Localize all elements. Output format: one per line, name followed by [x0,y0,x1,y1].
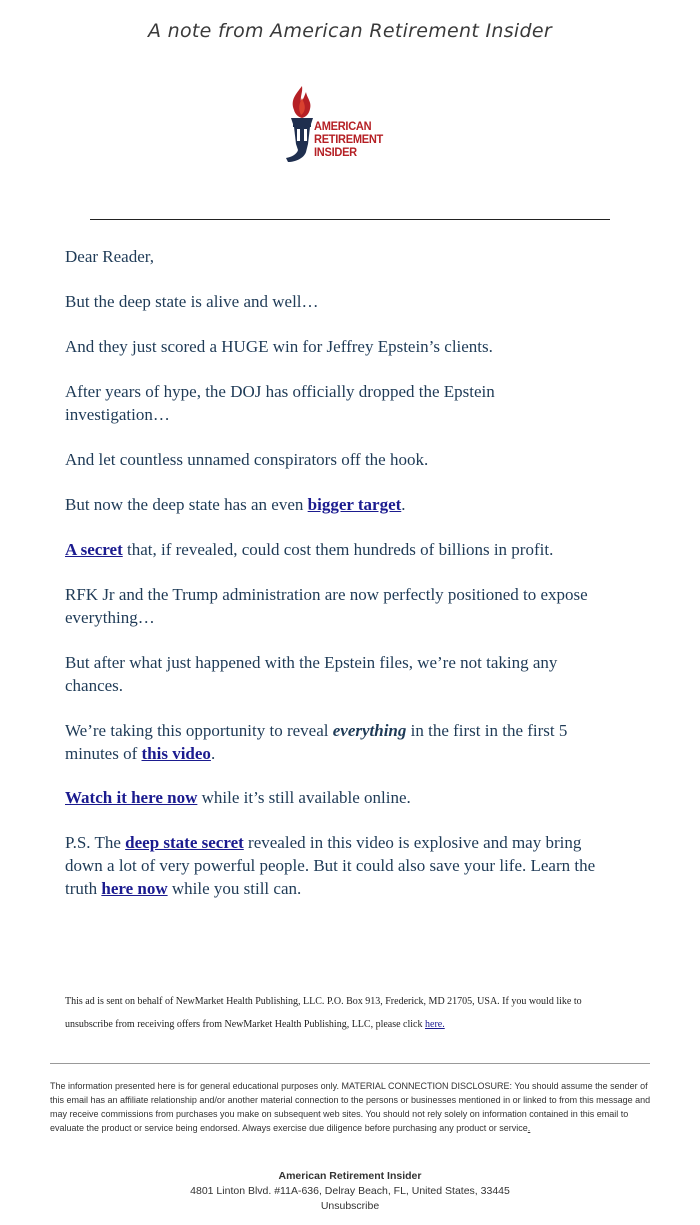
paragraph-4: And let countless unnamed conspirators off the hook. [65,450,429,469]
paragraph-7 [65,583,640,629]
header-divider [90,219,610,220]
paragraph-6 [65,538,640,561]
watch-it-here-now-link[interactable]: Watch it here now [65,788,198,807]
paragraph-2: And they just scored a HUGE win for Jeffrey Epstein’s clients. [65,337,493,356]
deep-state-secret-link[interactable]: deep state secret [125,833,244,852]
here-now-link[interactable]: here now [101,879,168,898]
paragraph-6-text: that, if revealed, could cost them hundreds of billions in profit. [122,540,554,559]
ps-line-2: down a lot of very powerful people. But it could also save your life. Learn the [65,856,596,875]
paragraph-10-text: while it’s still available online. [197,788,411,807]
email-header-title: A note from American Retirement Insider [148,20,552,42]
material-connection-disclosure [50,1079,652,1135]
paragraph-8 [65,651,640,697]
paragraph-3-line-2: investigation… [65,405,170,424]
greeting: Dear Reader, [65,247,154,266]
legal-link[interactable]: . [527,1123,531,1133]
logo-line-1: AMERICAN [314,119,372,133]
this-video-link[interactable]: this video [141,744,211,763]
paragraph-9-period: . [210,744,216,763]
sender-disclaimer [65,990,635,1036]
disclaimer-line-2: unsubscribe from receiving offers from NewMarket Health Publishing, LLC, please click [65,1019,425,1030]
legal-text: The information presented here is for general educational purposes only. MATERIAL CONNECTION DISCLOSURE: You should assume the sender of this email has an affiliate relationship and/or another material connection to the persons or businesses mentioned in or linked to from this message and may receive commissions from purchases you make on subsequent web sites. You should not rely solely on information contained in this email to evaluate the product or service being endorsed. Always exercise due diligence before purchasing any product or service [50,1081,651,1133]
paragraph-8-line-1: But after what just happened with the Epstein files, we’re not taking any [65,653,558,672]
everything-emphasis: everything [332,721,407,740]
paragraph-10 [65,786,640,809]
ps-text-1: revealed in this video is explosive and may bring [243,833,582,852]
paragraph-9-text-mid: in the first in the first 5 [406,721,568,740]
paragraph-9-text: We’re taking this opportunity to reveal [65,721,333,740]
footer-unsubscribe-link[interactable]: Unsubscribe [320,1200,380,1212]
paragraph-7-line-2: everything… [65,608,155,627]
paragraph-5-period: . [401,495,406,514]
paragraph-9-line-2: minutes of [65,744,142,763]
logo-wordmark [314,120,413,159]
footer-divider [50,1063,650,1064]
postscript [65,831,640,900]
paragraph-3 [65,380,640,426]
a-secret-link[interactable]: A secret [65,540,123,559]
email-footer [0,1169,700,1214]
logo-line-2: RETIREMENT INSIDER [314,132,384,159]
disclaimer-line-1: This ad is sent on behalf of NewMarket Health Publishing, LLC. P.O. Box 913, Frederick, MD 21705, USA. If you would like to [65,996,582,1007]
unsubscribe-here-link[interactable]: here. [425,1019,445,1030]
paragraph-3-line-1: After years of hype, the DOJ has officially dropped the Epstein [65,382,495,401]
paragraph-5-text: But now the deep state has an even [65,495,308,514]
footer-address: 4801 Linton Blvd. #11A-636, Delray Beach, FL, United States, 33445 [190,1185,510,1197]
american-retirement-insider-logo [282,84,422,166]
bigger-target-link[interactable]: bigger target [307,495,402,514]
paragraph-8-line-2: chances. [65,676,124,695]
footer-company-name: American Retirement Insider [278,1170,422,1182]
ps-line-3-suffix: while you still can. [167,879,302,898]
ps-line-3-prefix: truth [65,879,102,898]
paragraph-9 [65,719,640,765]
ps-prefix: P.S. The [65,833,126,852]
paragraph-1: But the deep state is alive and well… [65,292,319,311]
paragraph-7-line-1: RFK Jr and the Trump administration are now perfectly positioned to expose [65,585,588,604]
paragraph-5 [65,493,640,516]
